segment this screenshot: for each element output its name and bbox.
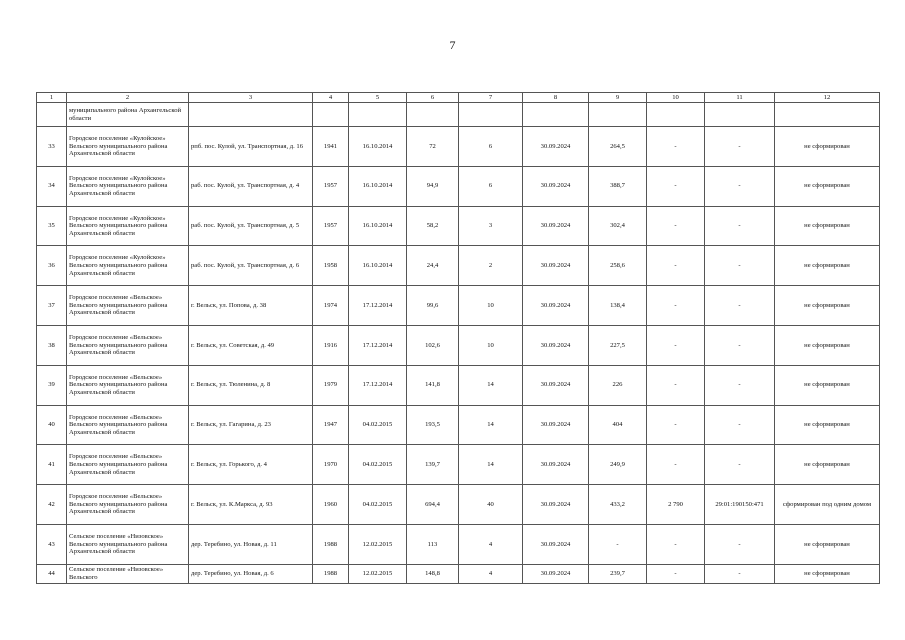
status-cell: не сформирован — [775, 127, 880, 167]
year-cell: 1960 — [313, 485, 349, 525]
table-row — [37, 524, 880, 564]
settlement-cell: Городское поселение «Вельское» Вельского муниципального района Архангельской области — [67, 365, 189, 405]
cadastral-number-cell: - — [705, 206, 775, 246]
year-cell: 1957 — [313, 166, 349, 206]
deadline-cell: 30.09.2024 — [523, 524, 589, 564]
cadastral-number-cell: - — [705, 286, 775, 326]
row-number-cell: 34 — [37, 166, 67, 206]
table-row — [37, 286, 880, 326]
settlement-cell: Городское поселение «Кулойское» Вельского муниципального района Архангельской области — [67, 206, 189, 246]
table-row — [37, 445, 880, 485]
table-row — [37, 246, 880, 286]
date-cell: 04.02.2015 — [349, 405, 407, 445]
settlement-cell: Городское поселение «Вельское» Вельского муниципального района Архангельской области — [67, 286, 189, 326]
date-cell: 17.12.2014 — [349, 365, 407, 405]
status-cell: не сформирован — [775, 445, 880, 485]
table-row — [37, 166, 880, 206]
people-cell: 4 — [459, 524, 523, 564]
table-row — [37, 325, 880, 365]
status-cell: не сформирован — [775, 325, 880, 365]
date-cell: 16.10.2014 — [349, 166, 407, 206]
land-area-cell: - — [647, 286, 705, 326]
land-area-cell: - — [647, 445, 705, 485]
date-cell: 17.12.2014 — [349, 325, 407, 365]
settlement-cell: Городское поселение «Кулойское» Вельского муниципального района Архангельской области — [67, 166, 189, 206]
deadline-cell: 30.09.2024 — [523, 365, 589, 405]
date-cell: 04.02.2015 — [349, 485, 407, 525]
people-cell: 40 — [459, 485, 523, 525]
area-cell: 102,6 — [407, 325, 459, 365]
deadline-cell: 30.09.2024 — [523, 246, 589, 286]
year-cell: 1958 — [313, 246, 349, 286]
row-number-cell: 42 — [37, 485, 67, 525]
settlement-cell: Городское поселение «Вельское» Вельского муниципального района Архангельской области — [67, 445, 189, 485]
deadline-cell: 30.09.2024 — [523, 564, 589, 583]
cadastral-number-cell: - — [705, 524, 775, 564]
cadastral-number-cell: - — [705, 564, 775, 583]
address-cell: раб. пос. Кулой, ул. Транспортная, д. 5 — [189, 206, 313, 246]
cadastral-number-cell: - — [705, 246, 775, 286]
cadastral-number-cell: - — [705, 166, 775, 206]
address-cell: раб. пос. Кулой, ул. Транспортная, д. 6 — [189, 246, 313, 286]
page-number: 7 — [449, 38, 456, 52]
column-number: 8 — [523, 93, 589, 103]
row-number-cell: 39 — [37, 365, 67, 405]
column-number: 9 — [589, 93, 647, 103]
address-cell: г. Вельск, ул. Горького, д. 4 — [189, 445, 313, 485]
table-row — [37, 206, 880, 246]
value-cell: 404 — [589, 405, 647, 445]
year-cell: 1941 — [313, 127, 349, 167]
year-cell: 1916 — [313, 325, 349, 365]
table-row — [37, 365, 880, 405]
column-number: 11 — [705, 93, 775, 103]
value-cell: 239,7 — [589, 564, 647, 583]
value-cell: 258,6 — [589, 246, 647, 286]
people-cell: 14 — [459, 405, 523, 445]
area-cell: 72 — [407, 127, 459, 167]
value-cell: 249,9 — [589, 445, 647, 485]
date-cell: 12.02.2015 — [349, 564, 407, 583]
cadastral-number-cell: - — [705, 445, 775, 485]
area-cell: 148,8 — [407, 564, 459, 583]
column-number: 4 — [313, 93, 349, 103]
value-cell: 227,5 — [589, 325, 647, 365]
area-cell: 139,7 — [407, 445, 459, 485]
land-area-cell: - — [647, 246, 705, 286]
status-cell: не сформирован — [775, 286, 880, 326]
settlement-cell: Сельское поселение «Низовское» Вельского муниципального района Архангельской области — [67, 524, 189, 564]
value-cell: 388,7 — [589, 166, 647, 206]
row-number-cell: 35 — [37, 206, 67, 246]
area-cell: 193,5 — [407, 405, 459, 445]
year-cell: 1970 — [313, 445, 349, 485]
address-cell: г. Вельск, ул. Советская, д. 49 — [189, 325, 313, 365]
deadline-cell: 30.09.2024 — [523, 166, 589, 206]
address-cell: г. Вельск, ул. К.Маркса, д. 93 — [189, 485, 313, 525]
table-row — [37, 405, 880, 445]
year-cell: 1979 — [313, 365, 349, 405]
value-cell: 433,2 — [589, 485, 647, 525]
settlement-cell: Городское поселение «Кулойское» Вельского муниципального района Архангельской области — [67, 127, 189, 167]
land-area-cell: - — [647, 524, 705, 564]
column-number: 7 — [459, 93, 523, 103]
status-cell: не сформирован — [775, 246, 880, 286]
value-cell: - — [589, 524, 647, 564]
area-cell: 94,9 — [407, 166, 459, 206]
deadline-cell: 30.09.2024 — [523, 405, 589, 445]
year-cell: 1957 — [313, 206, 349, 246]
date-cell: 16.10.2014 — [349, 127, 407, 167]
row-number-cell: 37 — [37, 286, 67, 326]
housing-registry-table — [36, 92, 880, 584]
value-cell: 264,5 — [589, 127, 647, 167]
cadastral-number-cell: - — [705, 325, 775, 365]
address-cell: раб. пос. Кулой, ул. Транспортная, д. 4 — [189, 166, 313, 206]
people-cell: 10 — [459, 325, 523, 365]
status-cell: не сформирован — [775, 365, 880, 405]
value-cell: 226 — [589, 365, 647, 405]
column-number: 3 — [189, 93, 313, 103]
people-cell: 6 — [459, 166, 523, 206]
year-cell: 1947 — [313, 405, 349, 445]
year-cell: 1988 — [313, 524, 349, 564]
address-cell: дер. Теребино, ул. Новая, д. 11 — [189, 524, 313, 564]
settlement-cell: муниципального района Архангельской области — [67, 103, 189, 127]
year-cell: 1974 — [313, 286, 349, 326]
column-number: 1 — [37, 93, 67, 103]
row-number-cell: 40 — [37, 405, 67, 445]
area-cell: 113 — [407, 524, 459, 564]
status-cell: сформирован под одним домом — [775, 485, 880, 525]
row-number-cell: 33 — [37, 127, 67, 167]
table-row — [37, 564, 880, 583]
settlement-cell: Городское поселение «Кулойское» Вельского муниципального района Архангельской области — [67, 246, 189, 286]
deadline-cell: 30.09.2024 — [523, 127, 589, 167]
cadastral-number-cell: - — [705, 127, 775, 167]
status-cell: не сформирован — [775, 564, 880, 583]
people-cell: 6 — [459, 127, 523, 167]
column-number: 6 — [407, 93, 459, 103]
row-number-cell: 41 — [37, 445, 67, 485]
land-area-cell: 2 790 — [647, 485, 705, 525]
table-row — [37, 485, 880, 525]
date-cell: 12.02.2015 — [349, 524, 407, 564]
status-cell: не сформирован — [775, 524, 880, 564]
people-cell: 4 — [459, 564, 523, 583]
date-cell: 04.02.2015 — [349, 445, 407, 485]
area-cell: 141,8 — [407, 365, 459, 405]
column-number-row — [37, 93, 880, 103]
value-cell: 302,4 — [589, 206, 647, 246]
area-cell: 99,6 — [407, 286, 459, 326]
row-number-cell: 43 — [37, 524, 67, 564]
area-cell: 58,2 — [407, 206, 459, 246]
status-cell: не сформирован — [775, 166, 880, 206]
column-number: 2 — [67, 93, 189, 103]
column-number: 12 — [775, 93, 880, 103]
deadline-cell: 30.09.2024 — [523, 445, 589, 485]
deadline-cell: 30.09.2024 — [523, 286, 589, 326]
deadline-cell: 30.09.2024 — [523, 206, 589, 246]
people-cell: 14 — [459, 365, 523, 405]
settlement-cell: Городское поселение «Вельское» Вельского муниципального района Архангельской области — [67, 405, 189, 445]
settlement-cell: Городское поселение «Вельское» Вельского муниципального района Архангельской области — [67, 485, 189, 525]
year-cell: 1988 — [313, 564, 349, 583]
land-area-cell: - — [647, 206, 705, 246]
people-cell: 2 — [459, 246, 523, 286]
land-area-cell: - — [647, 564, 705, 583]
column-number: 5 — [349, 93, 407, 103]
row-number-cell: 38 — [37, 325, 67, 365]
area-cell: 694,4 — [407, 485, 459, 525]
date-cell: 16.10.2014 — [349, 206, 407, 246]
address-cell: дер. Теребино, ул. Новая, д. 6 — [189, 564, 313, 583]
row-number-cell: 44 — [37, 564, 67, 583]
people-cell: 14 — [459, 445, 523, 485]
table-row — [37, 127, 880, 167]
land-area-cell: - — [647, 405, 705, 445]
address-cell: г. Вельск, ул. Попова, д. 38 — [189, 286, 313, 326]
cadastral-number-cell: 29:01:190150:471 — [705, 485, 775, 525]
settlement-cell: Сельское поселение «Низовское» Вельского — [67, 564, 189, 583]
land-area-cell: - — [647, 365, 705, 405]
settlement-cell: Городское поселение «Вельское» Вельского муниципального района Архангельской области — [67, 325, 189, 365]
address-cell: г. Вельск, ул. Гагарина, д. 23 — [189, 405, 313, 445]
deadline-cell: 30.09.2024 — [523, 485, 589, 525]
date-cell: 16.10.2014 — [349, 246, 407, 286]
cadastral-number-cell: - — [705, 365, 775, 405]
deadline-cell: 30.09.2024 — [523, 325, 589, 365]
cadastral-number-cell: - — [705, 405, 775, 445]
people-cell: 10 — [459, 286, 523, 326]
land-area-cell: - — [647, 325, 705, 365]
land-area-cell: - — [647, 127, 705, 167]
row-number-cell: 36 — [37, 246, 67, 286]
column-number: 10 — [647, 93, 705, 103]
address-cell: г. Вельск, ул. Тюленина, д. 8 — [189, 365, 313, 405]
people-cell: 3 — [459, 206, 523, 246]
land-area-cell: - — [647, 166, 705, 206]
status-cell: не сформирован — [775, 206, 880, 246]
status-cell: не сформирован — [775, 405, 880, 445]
continuation-row — [37, 103, 880, 127]
area-cell: 24,4 — [407, 246, 459, 286]
table-body — [37, 93, 880, 584]
address-cell: рпб. пос. Кулой, ул. Транспортная, д. 16 — [189, 127, 313, 167]
value-cell: 138,4 — [589, 286, 647, 326]
date-cell: 17.12.2014 — [349, 286, 407, 326]
